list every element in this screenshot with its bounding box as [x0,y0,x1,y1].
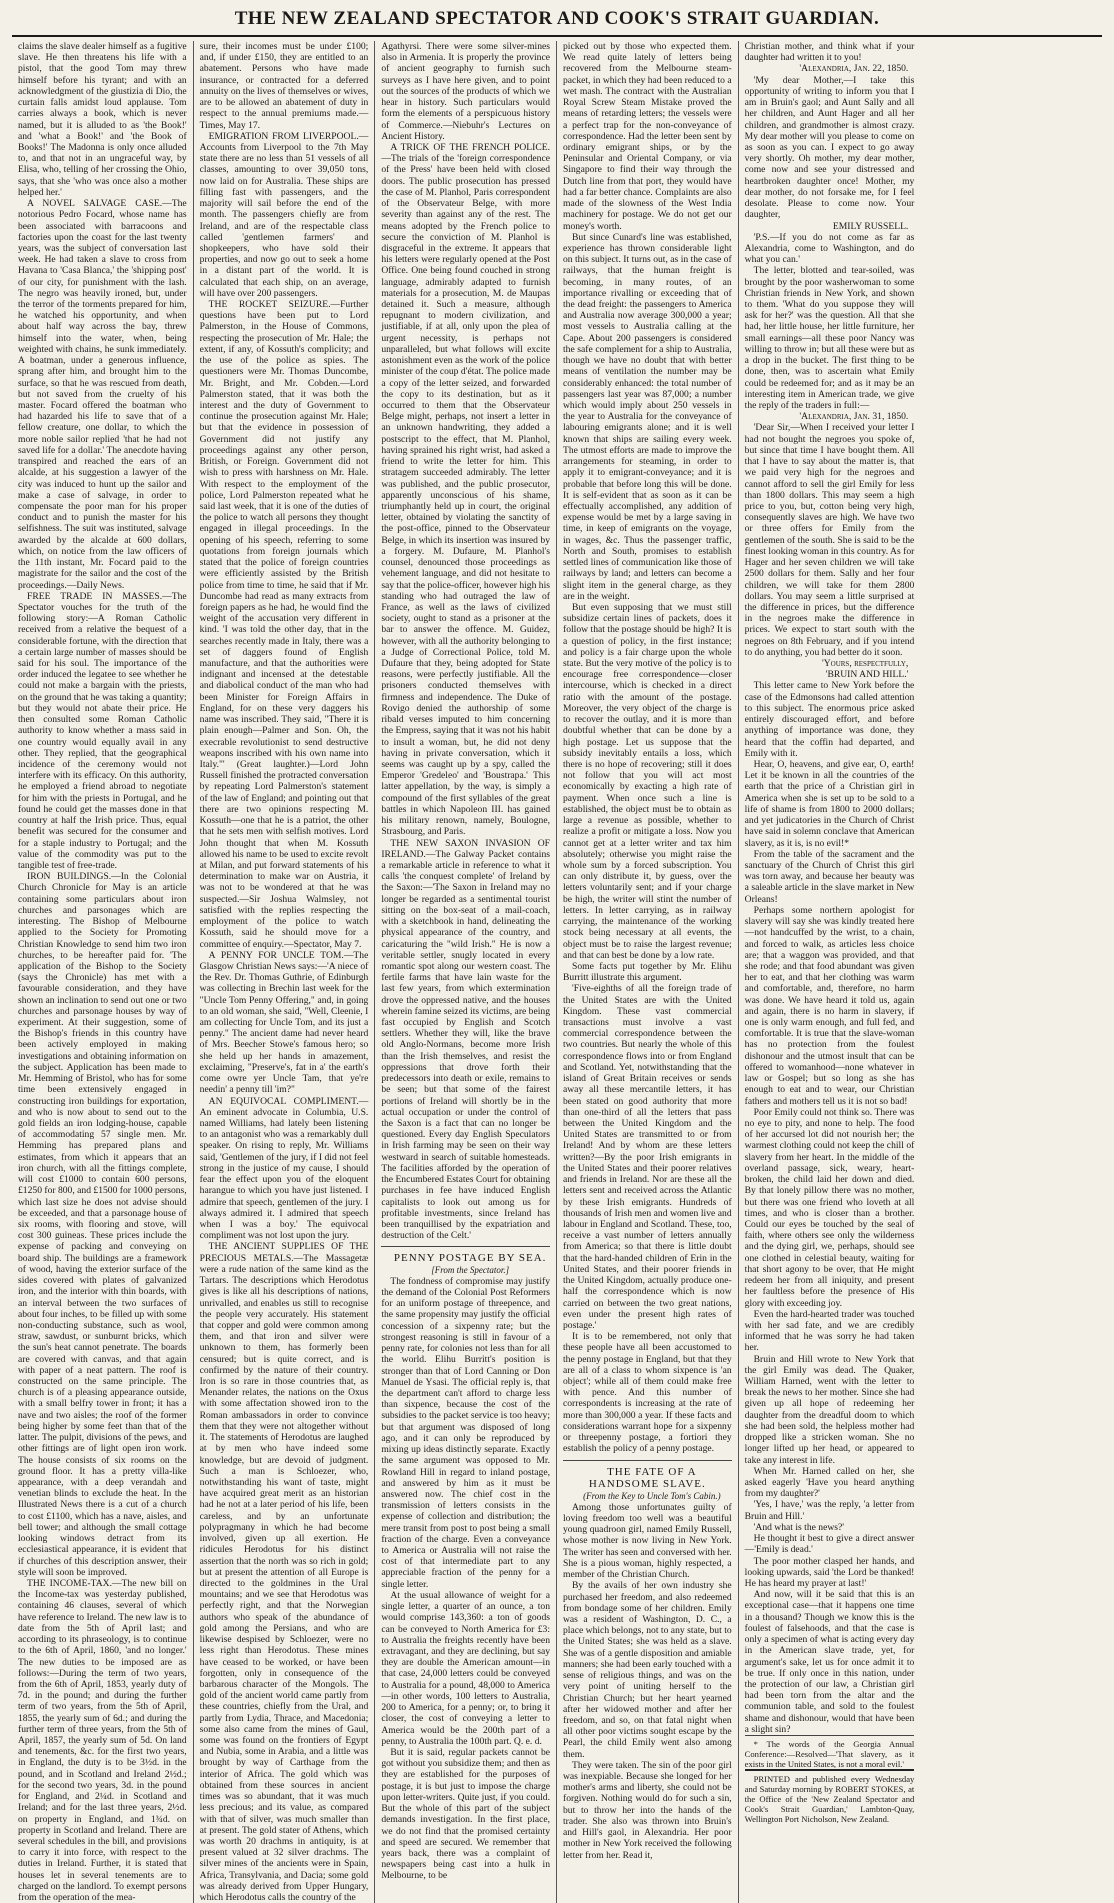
paragraph: picked out by those who expected them. We read quite lately of letters being recovered from the Melbourne steam-packet, in which they had been reduced to a wet mash. The contract with the Australian Royal Screw Steam Mistake proved the means of retarding letters; the vessels were a perfect trap for the non-conveyance of correspondence. Had the letter been sent by ordinary emigrant ships, or by the Peninsular and Oriental Company, or via Singapore to find their way through the Dutch line from that port, they would have had a far better chance. Complaints are also made of the slowness of the West India machinery for postage. We do not get our money's worth. [563,41,732,232]
masthead: THE NEW ZEALAND SPECTATOR AND COOK'S STRAIT GUARDIAN. [12,8,1102,37]
paragraph: At the usual allowance of weight for a single letter, a quarter of an ounce, a ton would comprise 143,360: a ton of goods can be conveyed to North America for £3: to Australia the freights recently have been extravagant, and they are declining, but say they are double the American amount—in that case, 24,000 letters could be conveyed to Australia for a pound, 48,000 to America—in other words, 100 letters to Australia, 200 to America, for a penny; or, to bring it closer, the cost of conveying a letter to America would be the 200th part of a penny, to Australia the 100th part. Q. e. d. [381,1589,550,1747]
column-1 [12,41,194,1903]
paragraph: The letter, blotted and tear-soiled, was brought by the poor washerwoman to some Christian friends in New York, and shown to them. 'What do you suppose they will ask for her?' was the question. All that she had, her little house, her little furniture, her small earnings—all these poor Nancy was willing to throw in; but all these were but as a drop in the bucket. The first thing to be done, then, was to ascertain what Emily could be redeemed for; and as it may be an interesting item in American trade, we give the reply of the traders in full:— [744,265,915,411]
paragraph: It is to be remembered, not only that these people have all been accustomed to the penny postage in England, but that they are all of a class to whom sixpence is 'an object'; while all of them could make free with pence. And this number of correspondents is increasing at the rate of more than 300,000 a year. If these facts and considerations warrant hope for a sixpenny or threepenny postage, a fortiori they establish the policy of a penny postage. [563,1331,732,1455]
article-heading: PENNY POSTAGE BY SEA. [393,1252,547,1265]
paragraph: This letter came to New York before the case of the Edmonsons had called attention to this subject. The enormous price asked entirely discouraged effort, and before anything of importance was done, they heard that the coffin had departed, and Emily with it. [744,680,915,759]
paragraph: 'Dear Sir,—When I received your letter I had not bought the negroes you spoke of, but since that time I have bought them. All that I have to say about the matter is, that we paid very high for the negroes and cannot afford to sell the girl Emily for less than 1800 dollars. This may seem a high price to you, but, cotton being very high, consequently slaves are high. We have two or three offers for Emily from the gentlemen of the south. She is said to be the finest looking woman in this country. As for Hager and her seven children we will take 2500 dollars for them. Sally and her four children, we will take for them 2800 dollars. You may seem a little surprised at the difference in prices, but the difference in the negroes make the difference in prices. We expect to start south with the negroes on 8th February, and if you intend to do anything, you had better do it soon. [744,422,915,658]
paragraph: AN EQUIVOCAL COMPLIMENT.—An eminent advocate in Columbia, U.S. named Williams, had lately been listening to an antagonist who was a remarkably dull speaker. On rising to reply, Mr. Williams said, 'Gentlemen of the jury, if I did not feel strong in the justice of my cause, I should fear the effect upon you of the eloquent harangue to which you have just listened. I admire that speech, gentlemen of the jury. I always admired it. I admired that speech when I was a boy.' The equivocal compliment was not lost upon the jury. [199,1095,369,1242]
paragraph: They were taken. The sin of the poor girl was inexpiable. Because she longed for her mother's arms and liberty, she could not be forgiven. Nothing would do for such a sin, but to throw her into the hands of the trader. She also was thrown into Bruin's and Hill's gaol, in Alexandria. Her poor mother in New York received the following letter from her. Read it, [563,1759,732,1861]
paragraph: Christian mother, and think what if your daughter had written it to you! [744,41,915,64]
paragraph: A NOVEL SALVAGE CASE.—The notorious Pedro Focard, whose name has been associated with barracoons and factories upon the coast for the last twenty years, was the subject of conversation last week. He had taken a slave to cross from Havana to 'Casa Blanca,' the 'shipping post' of our city, for punishment with the lash. The negro was heavily ironed, but, under the terror of the torments prepared for him, he watched his opportunity, and when about half way across the bay, threw himself into the water, when, being weighted with chains, he sunk immediately. A boatman, under a generous influence, sprang after him, and brought him to the surface, so that he was rescued from death, but not saved from the cruelty of his master. Focard offered the boatman who had hazarded his life to save that of a fellow creature, one dollar, to which the more noble sailor replied 'that he had not saved life for a dollar.' The anecdote having transpired and reached the ears of an alcalde, at his suggestion a lawyer of the city was induced to hunt up the sailor and make a case of salvage, in order to compensate the poor man for his proper conduct and to punish the master for his selfishness. The suit was instituted, salvage awarded by the alcalde at 600 dollars, which, on notice from the law officers of the 11th instant, Mr. Focard paid to the magistrate for the sailor and the cost of the proceedings.—Daily News. [18,198,187,591]
paragraph: But it is said, regular packets cannot be got without you subsidize them; and then as they are established for the purposes of postage, it is but just to impose the charge upon letter-writers. Quite just, if you could. But the whole of this part of the subject demands investigation. In the first place, we do not find that the promised certainty and speed are secured. We remember that years back, there was a complaint of newspapers being cast into a hulk in Melbourne, to be [381,1746,550,1882]
paragraph: The fondness of compromise may justify the demand of the Colonial Post Reformers for an uniform postage of threepence, and the same propensity may justify the official concession of a sixpenny rate; but the strongest reasoning is still in favour of a penny rate, for colonies not less than for all the world. Elihu Burritt's position is stronger than that of Lord Canning or Don Manuel de Ysasi. The official reply is, that the department can't afford to charge less than sixpence, because the cost of the subsidies to the packet service is too heavy; but that argument was disposed of long ago, and it can only be reproduced by mixing up ideas distinctly separate. Exactly the same argument was opposed to Mr. Rowland Hill in regard to inland postage, and answered by him as it must be answered now. The chief cost in the transmission of letters consists in the expense of collection and distribution; the mere transit from post to post being a small fraction of the charge. Even a conveyance to America or Australia will not raise the cost of that intermediate part to any appreciable fraction of the penny for a single letter. [381,1275,550,1590]
paragraph: claims the slave dealer himself as a fugitive slave. He then threatens his life with a pistol, that the good Tom may threw himself before his tyrant; and with an acknowledgment of the giustizia di Dio, the curtain falls amidst loud applause. Tom carries always a book, which is never named, but it is alluded to as 'the Book!' and 'what a Book!' and 'the Book of Books!' The Madonna is only once alluded to, and that not in an ungraceful way, by Elisa, who, telling of her crossing the Ohio, says, that she 'who was once also a mother helped her.' [18,41,187,198]
letter-closing: 'Yours, respectfully, [821,658,909,670]
paragraph: Some facts put together by Mr. Elihu Burritt illustrate this argument. [563,960,732,984]
paragraph: IRON BUILDINGS.—In the Colonial Church Chronicle for May is an article containing some particulars about iron churches and parsonages which are interesting. The Bishop of Melbourne applied to the Society for Promoting Christian Knowledge to send him two iron churches, to be hereafter paid for. 'The application of the Bishop to the Society (says the Chronicle) has met with a favourable consideration, and they have shown an inclination to send out one or two churches and parsonage houses by way of experiment. At their suggestion, some of the Bishop's friends in this country have been actively employed in making investigations and obtaining information on the subject. Application has been made to Mr. Hemming of Bristol, who has for some time been extensively engaged in constructing iron buildings for exportation, and who is now about to send out to the gold fields an iron lodging-house, capable of accommodating 57 single men. Mr. Hemming has prepared plans and estimates, from which it appears that an iron church, with all the fittings complete, will cost £1000 to contain 600 persons, £1250 for 800, and £1500 for 1000 persons, which last size he does not advise should be exceeded, and that a parsonage house of six rooms, with flooring and stove, will cost 300 guineas. These prices include the expense of packing and conveying on board ship. The buildings are a framework of wood, having the exterior surface of the sides covered with plates of galvanized iron, and the interior with thin boards, with an interval between the two surfaces of about four inches, to be filled up with some non-conducting substance, such as wool, straw, sawdust, or sunburnt bricks, which the sun's heat cannot penetrate. The boards are covered with canvas, and that again with paper of a neat pattern. The roof is constructed on the same principle. The church is of a pleasing appearance outside, with a small belfry tower in front; it has a nave and two aisles; the roof of the former being higher by some feet than that of the latter. The pulpit, divisions of the pews, and other fittings are of light open iron work. The house consists of six rooms on the ground floor. It has a pretty villa-like appearance, with a deep verandah and venetian blinds to exclude the heat. In the Illustrated News there is a cut of a church to cost £1100, which has a nave, aisles, and bell tower; and although the small cottage looking windows detract from its ecclesiastical appearance, it is evident that if churches of this description answer, their style will soon be improved. [18,871,187,1578]
paragraph: THE NEW SAXON INVASION OF IRELAND.—The Galway Packet contains a remarkable article in reference to what it calls 'the conquest complete' of Ireland by the Saxon:—'The Saxon in Ireland may no longer be regarded as a sentimental tourist sitting on the box-seat of a mail-coach, with a sketchbook in hand, delineating the physical appearance of the country, and caricaturing the "wild Irish." He is now a veritable settler, snugly located in every romantic spot along our western coast. The fertile farms that have lain waste for the last few years, from which extermination drove the oppressed native, and the houses wherein famine seized its victims, are being fast occupied by English and Scotch settlers. Whether they will, like the brave old Anglo-Normans, become more Irish than the Irish themselves, and resist the oppressions that drove forth their predecessors into death or exile, remains to be seen; but that some of the fairest portions of Ireland will shortly be in the actual occupation or under the control of the Saxon is a fact that can no longer be questioned. Every day English Speculators in Irish farming may be seen on their way westward in search of suitable homesteads. The facilities afforded by the operation of the Encumbered Estates Court for obtaining purchases in fee have induced English capitalists to look out among us for profitable investments, since Ireland has been tranquillised by the expatriation and destruction of the Celt.' [381,837,550,1242]
paragraph: A PENNY FOR UNCLE TOM.—The Glasgow Christian News says:—'A niece of the Rev. Dr. Thomas Guthrie, of Edinburgh was collecting in Brechin last week for the "Uncle Tom Penny Offering," and, in going to an old woman, she said, "Well, Cleenie, I am collecting for Uncle Tom, and its just a penny." The ancient dame had never heard of Mrs. Beecher Stowe's famous hero; so she held up her hands in amazement, exclaiming, "Preserve's, fat in a' the earth's come owre yer Uncle Tam, that ye're needin' a penny till 'im?" [199,949,369,1096]
paragraph: FREE TRADE IN MASSES.—The Spectator vouches for the truth of the following story:—A Roman Catholic received from a relative the bequest of a considerable fortune, with the direction that a certain large number of masses should be said for his soul. The importance of the order induced the legatee to see whether he could not make a bargain with the priests, on the ground that he was taking a quantity; but they would not abate their price. He then consulted some Roman Catholic authority to know whether a mass said in one country would equally avail in any other. They replied, that the geographical incidence of the ceremony would not interfere with its efficacy. On this authority, he employed a friend abroad to negotiate for him with the priests in Portugal, and he found he could get the masses done in that country at half the Irish price. Thus, equal benefit was secured for the consumer and for a staple industry to Portugal; and the value of the commodity was put to the tangible test of free-trade. [18,590,187,871]
section-divider [563,1460,732,1461]
letter-dateline: 'Alexandria, Jan. 31, 1850. [799,411,909,423]
paragraph: The poor mother clasped her hands, and looking upwards, said 'the Lord be thanked! He has heard my prayer at last!' [744,1555,915,1589]
paragraph: He thought it best to give a direct answer—'Emily is dead.' [744,1533,915,1556]
paragraph: But since Cunard's line was established, experience has thrown considerable light on this subject. It turns out, as in the case of railways, that the human freight is becoming, in many routes, of an importance rivalling or exceeding that of the dead freight: the passengers to America and Australia now average 300,000 a year; most vessels to Australia calling at the Cape. About 200 passengers is considered the safe complement for a ship to Australia, though we have no doubt that with better means of ventilation the number may be considerably enhanced: the total number of passengers last year was 87,000; a number which would imply about 250 vessels in the year to Australia for the conveyance of labouring emigrants alone; and it is well known that ships are sailing every week. The utmost efforts are made to improve the arrangements for steaming, in order to apply it to emigrant-conveyance; and it is probable that before long this will be done. It is self-evident that as soon as it can be effectually accomplished, any addition of expense would be met by a large saving in time, in keep of emigrants on the voyage, in wages, &c. Thus the passenger traffic, North and South, promises to establish settled lines of communication like those of railways by land; and letters can become a slight item in the general charge, as they are in the weight. [563,231,732,602]
paragraph: THE ANCIENT SUPPLIES OF THE PRECIOUS METALS.—The Massagetæ were a rude nation of the same kind as the Tartars. The descriptions which Herodotus gives is like all his descriptions of nations, unrivalled, and enables us still to recognise the people very accurately. His statement that copper and gold were common among them, and that iron and silver were unknown to them, has formerly been censured; but is quite correct, and is confirmed by the nature of their country. Iron is so rare in those countries that, as Menander relates, the nations on the Oxus with some affectation showed iron to the Roman ambassadors in order to convince them that they were not altogether without it. The statements of Herodotus are laughed at by men who have indeed some knowledge, but are devoid of judgment. Such a man is Schloezer, who, notwithstanding his want of taste, might have acquired great merit as an historian had he not at a later period of his life, been careless, and by an unfortunate polypragmany in which he had become involved, given up all exertion. He ridicules Herodotus for his distinct assertion that the north was so rich in gold; but at present the attention of all Europe is directed to the goldmines in the Ural mountains; and we see that Herodotus was perfectly right, and that the Norwegian authors who speak of the abundance of gold among the Persians, and who are likewise despised by Schloezer, were no less right than Herodotus. These mines have ceased to be worked, or have been forgotten, only in consequence of the barbarous character of the Mongols. The gold of the ancient world came partly from these countries, chiefly from the Ural, and partly from Lydia, Thrace, and Macedonia; some also came from the mines of Gaul, some was found on the frontiers of Egypt and Nubia, some in Arabia, and a little was brought by way of Carthage from the interior of Africa. The gold which was obtained from these sources in ancient times was so abundant, that it was much less precious; and its value, as compared with that of silver, was much smaller than at present. The gold stater of Athens, which was worth 20 drachms in antiquity, is at present valued at 32 silver drachms. The silver mines of the ancients were in Spain, Africa, Transylvania, and Dacia; some gold was already derived from Upper Hungary, which Herodotus calls the country of the [199,1241,369,1903]
section-divider [381,1246,550,1247]
letter-signature: 'BRUIN AND HILL.' [825,669,909,681]
column-2 [194,41,376,1903]
paragraph: Poor Emily could not think so. There was no eye to pity, and none to help. The food of her accursed lot did not nourish her; the warmest clothing could not keep the chill of slavery from her heart. In the middle of the overland passage, sick, weary, heart-broken, the child laid her down and died. By that lonely pillow there was no mother, but there was one friend who loveth at all times, and who is closer than a brother. Could our eyes be touched by the seal of faith, where others see only the wilderness and the dying girl, we, perhaps, should see one clothed in celestial beauty, waiting for that short agony to be over, that He might redeem her from all iniquity, and present her faultless before the presence of His glory with exceeding joy. [744,1106,915,1309]
paragraph: And now, will it be said that this is an exceptional case—that it happens one time in a thousand? Though we know this is the foulest of falsehoods, and that the case is only a specimen of what is acting every day in the American slave trade, yet, for argument's sake, let us for once admit it to be true. If only once in this nation, under the protection of our law, a Christian girl had been torn from the altar and the communion table, and sold to the foulest shame and dishonour, would that have been a slight sin? [744,1589,915,1735]
article-heading: THE FATE OF A HANDSOME SLAVE. [588,1465,706,1491]
article-source: (From the Key to Uncle Tom's Cabin.) [583,1491,721,1502]
paragraph: When Mr. Harned called on her, she asked eagerly 'Have you heard anything from my daughter?' [744,1465,915,1500]
paragraph: 'P.S.—If you do not come as far as Alexandria, come to Washington, and do what you can.' [744,231,915,266]
paragraph: Hear, O, heavens, and give ear, O, earth! Let it be known in all the countries of the earth that the price of a Christian girl in America when she is set up to be sold to a life of shame is from 1800 to 2000 dollars; and yet judicatories in the Church of Christ have said in solemn conclave that American slavery, as it is, is no evil!* [744,759,915,849]
paragraph: From the table of the sacrament and the sanctuary of the Church of Christ this girl was torn away, and because her beauty was a saleable article in the slave market in New Orleans! [744,848,915,905]
paragraph: Even the hard-hearted trader was touched with her sad fate, and we are credibly informed that he was sorry he had taken her. [744,1308,915,1354]
paragraph: Perhaps some northern apologist for slavery will say she was kindly treated here—not handcuffed by the wrist, to a chain, and forced to walk, as articles less choice are; that a waggon was provided, and that she rode; and that food abundant was given her to eat, and that her clothing was warm and comfortable, and, therefore, no harm was done. We have heard it told us, again and again, there is no harm in slavery, if one is only warm enough, and full fed, and comfortable. It is true that the slave-woman has no protection from the foulest dishonour and the utmost insult that can be offered to womanhood—none whatever in law or Gospel; but so long as she has enough to eat and to wear, our Christian fathers and mothers tell us it is not so bad! [744,904,915,1107]
printer-imprint: PRINTED and published every Wednesday and Saturday morning by ROBERT STOKES, at the Office of the 'New Zealand Spectator and Cook's Strait Guardian,' Lambton-Quay, Wellington Port Nicholson, New Zealand. [745,1769,915,1824]
columns [12,41,1102,1903]
paragraph: By the avails of her own industry she purchased her freedom, and also redeemed from bondage some of her children. Emily was a resident of Washington, D. C., a place which belongs, not to any state, but to the United States; she was held as a slave. She was of a gentle disposition and amiable manners; she had been early touched with a sense of religious things, and was on the very point of uniting herself to the Christian Church; but her heart yearned after her widowed mother and after her freedom, and so, on that fatal night when all other poor victims sought escape by the Pearl, the child Emily went also among them. [563,1580,732,1760]
paragraph: EMIGRATION FROM LIVERPOOL.—Accounts from Liverpool to the 7th May state there are no less than 51 vessels of all classes, amounting to over 39,050 tons, now laid on for Australia. These ships are filling fast with passengers, and the majority will sail before the end of the month. The passengers chiefly are from Ireland, and are of the respectable class called 'gentlemen farmers' and shopkeepers, who have sold their properties, and now go out to seek a home in a distant part of the world. It is calculated that each ship, on an average, will have over 200 passengers. [199,130,369,299]
column-5 [739,41,921,1903]
paragraph: 'My dear Mother,—I take this opportunity of writing to inform you that I am in Bruin's gaol; and Aunt Sally and all her children, and Aunt Hager and all her children, and grandmother is almost crazy. My dear mother will you please to come on as soon as you can. I expect to go away very shortly. Oh mother, my dear mother, come now and see your distressed and heartbroken daughter once! Mother, my dear mother, do not forsake me, for I feel desolate. Please to come now. Your daughter, [744,74,915,221]
paragraph: sure, their incomes must be under £100; and, if under £150, they are entitled to an abatement. Persons who have made insurance, or contracted for a deferred annuity on the lives of themselves or wives, are to be allowed an abatement of duty in respect to the annual premiums made.—Times, May 17. [199,41,369,131]
article-source: [From the Spectator.] [431,1265,510,1276]
paragraph: Agathyrsi. There were some silver-mines also in Armenia. It is properly the province of ancient geography to furnish such surveys as I have here given, and to point out the sources of the products of which we hear in history. Such particulars would form the elements of a perspicuous history of Commerce.—Niebuhr's Lectures on Ancient History. [381,41,550,142]
paragraph: THE INCOME-TAX.—The new bill on the Income-tax was yesterday published, containing 46 clauses, several of which have reference to Ireland. The new law is to date from the 5th of April last; and according to its phraseology, is to continue to the 6th of April, 1860, 'and no longer.' The new duties to be imposed are as follows:—During the term of two years, from the 6th of April, 1853, yearly duty of 7d. in the pound; and during the further term of two years, from the 5th of April, 1855, the yearly sum of 6d.; and during the further term of three years, from the 5th of April, 1857, the yearly sum of 5d. On land and tenements, &c. for the first two years, in England, the duty is to be 3½d. in the pound, and in Scotland and Ireland 2½d.; for the second two years, 3d. in the pound for England, and 2¼d. in Scotland and Ireland; and for the last three years, 2½d. on property in England, and 1¾d. on property in Scotland and Ireland. There are several schedules in the bill, and provisions to carry it into force, with respect to the duties in Ireland. Further, it is stated that houses let in several tenements are to charged on the landlord. To exempt persons from the operation of the mea- [18,1577,187,1903]
paragraph: 'Five-eighths of all the foreign trade of the United States are with the United Kingdom. These vast commercial transactions must involve a vast commercial correspondence between the two countries. But nearly the whole of this correspondence flows into or from England and Scotland. Yet, notwithstanding that the island of Great Britain receives or sends away all these mercantile letters, it has been stated on good authority that more than one-third of all the letters that pass between the United Kingdom and the United States are transmitted to or from Ireland! And by whom are these letters written?—By the poor Irish emigrants in the United States and their poorer relatives and friends in Ireland. Nor are these all the letters sent and received across the Atlantic by these Irish emigrants. Hundreds of thousands of Irish men and women live and labour in England and Scotland. These, too, receive a vast number of letters annually from America; so that there is little doubt that the hard-handed children of Erin in the United States, and their poorer friends in the United Kingdom, actually produce one-half the correspondence which is now carried on between the two great nations, even under the present high rates of postage.' [563,983,732,1331]
letter-dateline: 'Alexandria, Jan. 22, 1850. [799,63,909,75]
paragraph: But even supposing that we must still subsidize certain lines of packets, does it follow that the postage should be high? It is a question of policy, in the first instance; and policy is a fair charge upon the whole state. But the very motive of the policy is to encourage free correspondence—closer intercourse, which is checked in a direct ratio with the amount of the postage. Moreover, the very object of the charge is to recover the outlay, and it is more than doubtful whether that can be done by a high postage. Let us suppose that the subsidy inevitably entails a loss, which there is no hope of recovering; still it does not follow that you will act most economically by exacting a high rate of payment. When once such a line is established, the object must be to obtain as large a revenue as possible, whether to realize a profit or mitigate a loss. Now you cannot get at a letter writer and tax him absolutely; otherwise you might raise the whole sum by a forced subscription. You can only distribute it, by guess, over the letters voluntarily sent; and if your charge be high, the writer will stint the number of letters. In letter carrying, as in railway carrying, the maintenance of the working stock being necessary at all events, the object must be to raise the largest revenue; and that can best be done by a low rate. [563,601,732,961]
paragraph: 'And what is the news?' [753,1521,844,1533]
letter-signature: EMILY RUSSELL. [832,220,909,232]
footnote: * The words of the Georgia Annual Conference:—Resolved—'That slavery, as it exists in the United States, is not a moral evil.' [745,1735,915,1769]
column-4 [557,41,739,1903]
paragraph: THE ROCKET SEIZURE.—Further questions have been put to Lord Palmerston, in the House of Commons, respecting the prosecution of Mr. Hale; the extent, if any, of Kossuth's complicity; and the use of the police as spies. The questioners were Mr. Thomas Duncombe, Mr. Bright, and Mr. Cobden.—Lord Palmerston stated, that it was both the interest and the duty of Government to continue the prosecution against Mr. Hale; but that the evidence in possession of Government did not justify any proceedings against any other person, British, or Foreign. Government did not wish to press with harshness on Mr. Hale. With respect to the employment of the police, Lord Palmerston repeated what he said last week, that it is one of the duties of the police to watch all persons they thought engaged in illegal proceedings. In the opening of his speech, referring to some quotations from foreign journals which stated that the police of foreign countries were efficiently assisted by the British police from time to time, he said that if Mr. Duncombe had read as many extracts from foreign papers as he had, he would find the weight of the accusation very different in kind. 'I was told the other day, that in the searches recently made in Italy, there was a set of daggers found of English manufacture, and that the authorities were indignant and incensed at the detestable and diabolical conduct of the man who had been Minister for Foreign Affairs in England, for on these very daggers his name was inscribed. They said, "There it is plain enough—Palmer and Son. Oh, the execrable revolutionist to send destructive weapons inscribed with his own name into Italy."' (Great laughter.)—Lord John Russell finished the protracted conversation by repeating Lord Palmerston's statement of the law of England; and pointing out that there are two opinions respecting M. Kossuth—one that he is a patriot, the other that he sets men with selfish motives. Lord John thought that when M. Kossuth allowed his name to be used to excite revolt at Milan, and put forward statements of his determination to make war on Austria, it was not to be wondered at that he was suspected.—Sir Joshua Walmsley, not satisfied with the replies respecting the employment of the police to watch Kossuth, said he should move for a committee of enquiry.—Spectator, May 7. [199,299,369,950]
paragraph: Among those unfortunates guilty of loving freedom too well was a beautiful young quadroon girl, named Emily Russell, whose mother is now living in New York. The writer has seen and conversed with her. She is a pious woman, highly respected, a member of the Christian Church. [563,1501,732,1581]
paragraph: Bruin and Hill wrote to New York that the girl Emily was dead. The Quaker, William Harned, went with the letter to break the news to her mother. Since she had given up all hope of redeeming her daughter from the dreadful doom to which she had been sold, the helpless mother had dropped like a stricken woman. She no longer lifted up her head, or appeared to take any interest in life. [744,1353,915,1466]
column-3 [375,41,557,1903]
paragraph: A TRICK OF THE FRENCH POLICE.—The trials of the 'foreign correspondence of the Press' have been held with closed doors. The public prosecution has pressed the case of M. Planhol, Paris correspondent of the Observateur Belge, with more severity than against any of the rest. The means adopted by the French police to secure the conviction of M. Planhol is disgraceful in the extreme. It appears that his letters were regularly opened at the Post Office. One being found couched in strong language, admirably adapted to furnish materials for a prosecution, M. de Maupas detained it. Such a measure, although repugnant to modern civilization, and justifiable, if at all, only upon the plea of urgent necessity, is perhaps not unparalleled, but what follows will excite astonishment even as the work of the police minister of the coup d'état. The police made a copy of the letter seized, and forwarded the copy to its destination, but as it occurred to them that the Observateur Belge might, perhaps, not insert a letter in an unknown handwriting, they added a postscript to the effect, that M. Planhol, having sprained his right wrist, had asked a friend to write the letter for him. This stratagem succeeded admirably. The letter was published, and the public prosecutor, apparently unconscious of his shame, triumphantly held up in court, the original letter, obtained by violating the sanctity of the post-office, pinned to the Observateur Belge, in which its insertion was insured by a forgery. M. Dufaure, M. Planhol's counsel, denounced those proceedings as vehement language, and did not hesitate to say that the police-officer, however high his standing who had outraged the law of France, as well as the laws of civilized society, ought to stand as a prisoner at the bar to answer the offence. M. Guidez, however, with all the authority belonging to a Judge of Correctional Police, told M. Dufaure that they, being adopted for State reasons, were perfectly justifiable. All the prisoners conducted themselves with firmness and independence. The Duke of Rovigo denied the authorship of some ribald verses imputed to him concerning the Empress, saying that it was not his habit to insult a woman, but, he did not deny having in private conversation, which it seems was caught up by a spy, called the Emperor 'Gredeleo' and 'Boustrapa.' This latter appellation, by the way, is simply a compound of the first syllables of the great battles in which Napoleon III. has gained his military renown, namely, Boulogne, Strasbourg, and Paris. [381,141,550,838]
paragraph: 'Yes, I have,' was the reply, 'a letter from Bruin and Hill.' [744,1499,915,1522]
